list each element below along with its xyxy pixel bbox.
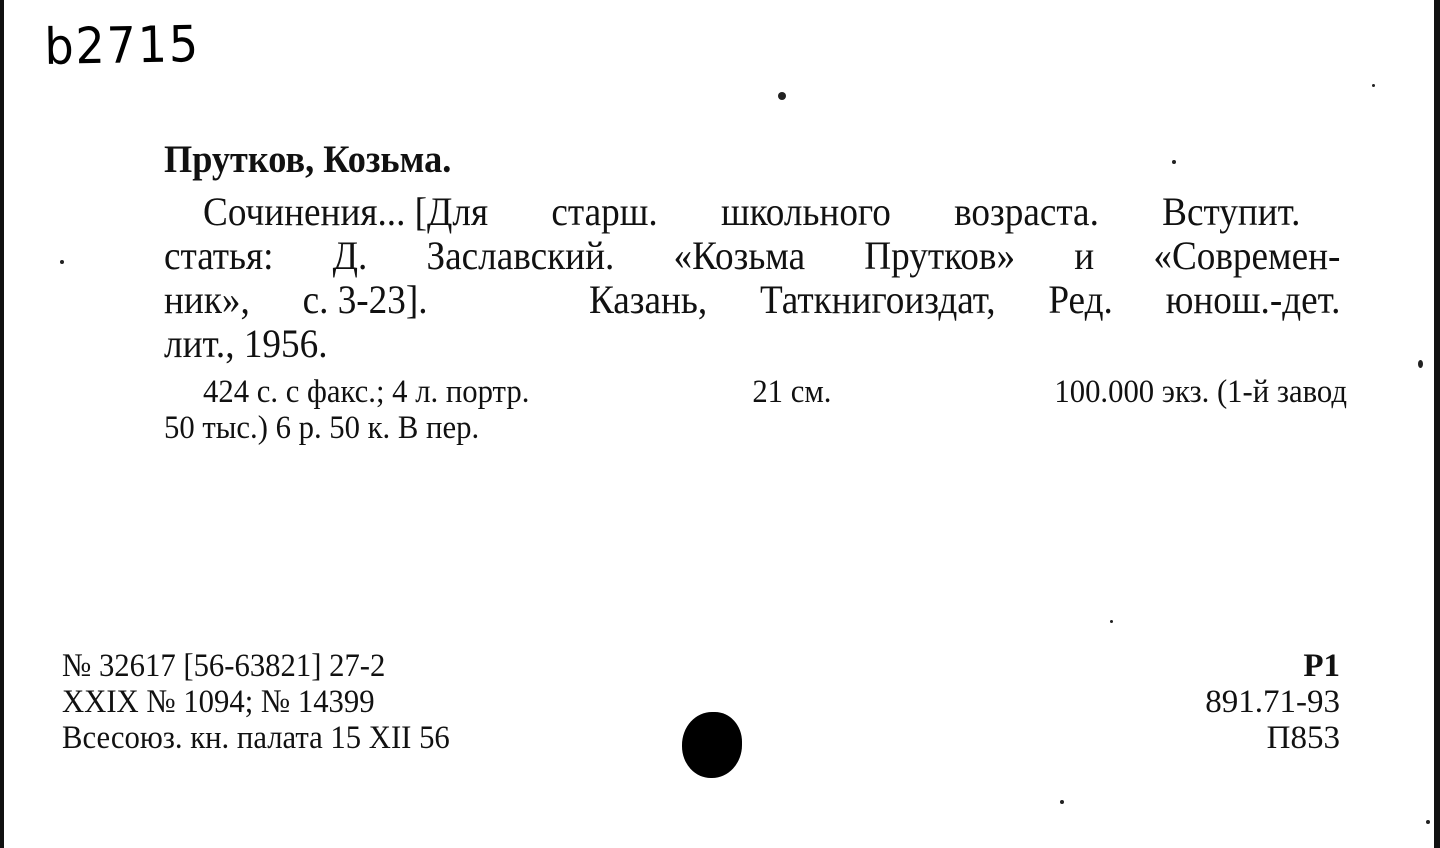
ink-speck <box>60 260 64 264</box>
description-line <box>164 322 1261 366</box>
ink-speck <box>778 92 786 100</box>
ink-speck <box>1418 360 1423 368</box>
description-word: Прутков» <box>864 233 1016 278</box>
author-heading: Прутков, Козьма. <box>164 138 452 181</box>
physical-segment: 424 с. с факс.; 4 л. портр. <box>203 374 530 410</box>
ink-speck <box>1110 620 1113 623</box>
author-mark: П853 <box>1266 720 1340 756</box>
ink-speck <box>1060 800 1064 804</box>
bibliographic-entry <box>164 138 1347 446</box>
description-word: и <box>1074 233 1095 278</box>
description-word: «Современ- <box>1153 233 1341 278</box>
description-word: Д. <box>332 233 368 278</box>
ink-speck <box>1172 160 1176 164</box>
description-word: Заславский. <box>426 233 615 278</box>
ink-speck <box>1372 84 1375 87</box>
description-line <box>164 233 1341 278</box>
handwritten-number: b2715 <box>44 15 201 76</box>
classification-code: P1 <box>1303 648 1340 684</box>
physical-description-line <box>164 410 1261 446</box>
description-word: возраста. <box>954 189 1099 234</box>
description-line <box>164 189 1301 234</box>
registry-line: Всесоюз. кн. палата 15 XII 56 <box>62 720 450 756</box>
ink-speck <box>1426 820 1430 824</box>
description-word: старш. <box>551 189 658 234</box>
description-word: с. 3-23]. <box>302 277 428 322</box>
card-left-edge <box>0 0 4 848</box>
physical-description-line <box>164 374 1347 410</box>
physical-segment: 21 см. <box>752 374 832 410</box>
description-word: «Козьма <box>673 233 806 278</box>
physical-segment: 100.000 экз. (1-й завод <box>1054 374 1347 410</box>
description-word: статья: <box>164 233 274 278</box>
registry-line: XXIX № 1094; № 14399 <box>62 684 375 720</box>
description-word: Таткнигоиздат, <box>759 277 996 322</box>
description-word: Ред. <box>1048 277 1113 322</box>
udc-number: 891.71-93 <box>1205 684 1340 720</box>
punch-hole-mark <box>682 712 742 778</box>
description-word: Вступит. <box>1162 189 1301 234</box>
registry-block <box>62 648 450 756</box>
classification-block <box>1205 648 1340 756</box>
registry-line: № 32617 [56-63821] 27-2 <box>62 648 386 684</box>
description-word: Сочинения... [Для <box>203 189 489 234</box>
description-word: школьного <box>720 189 891 234</box>
description-line <box>164 277 1341 322</box>
card-right-edge <box>1434 0 1440 848</box>
physical-segment: 50 тыс.) 6 р. 50 к. В пер. <box>164 410 480 446</box>
description-word: лит., 1956. <box>164 321 328 366</box>
description-word: юнош.-дет. <box>1165 277 1341 322</box>
description-word: ник», <box>164 277 250 322</box>
description-word: Казань, <box>588 277 708 322</box>
